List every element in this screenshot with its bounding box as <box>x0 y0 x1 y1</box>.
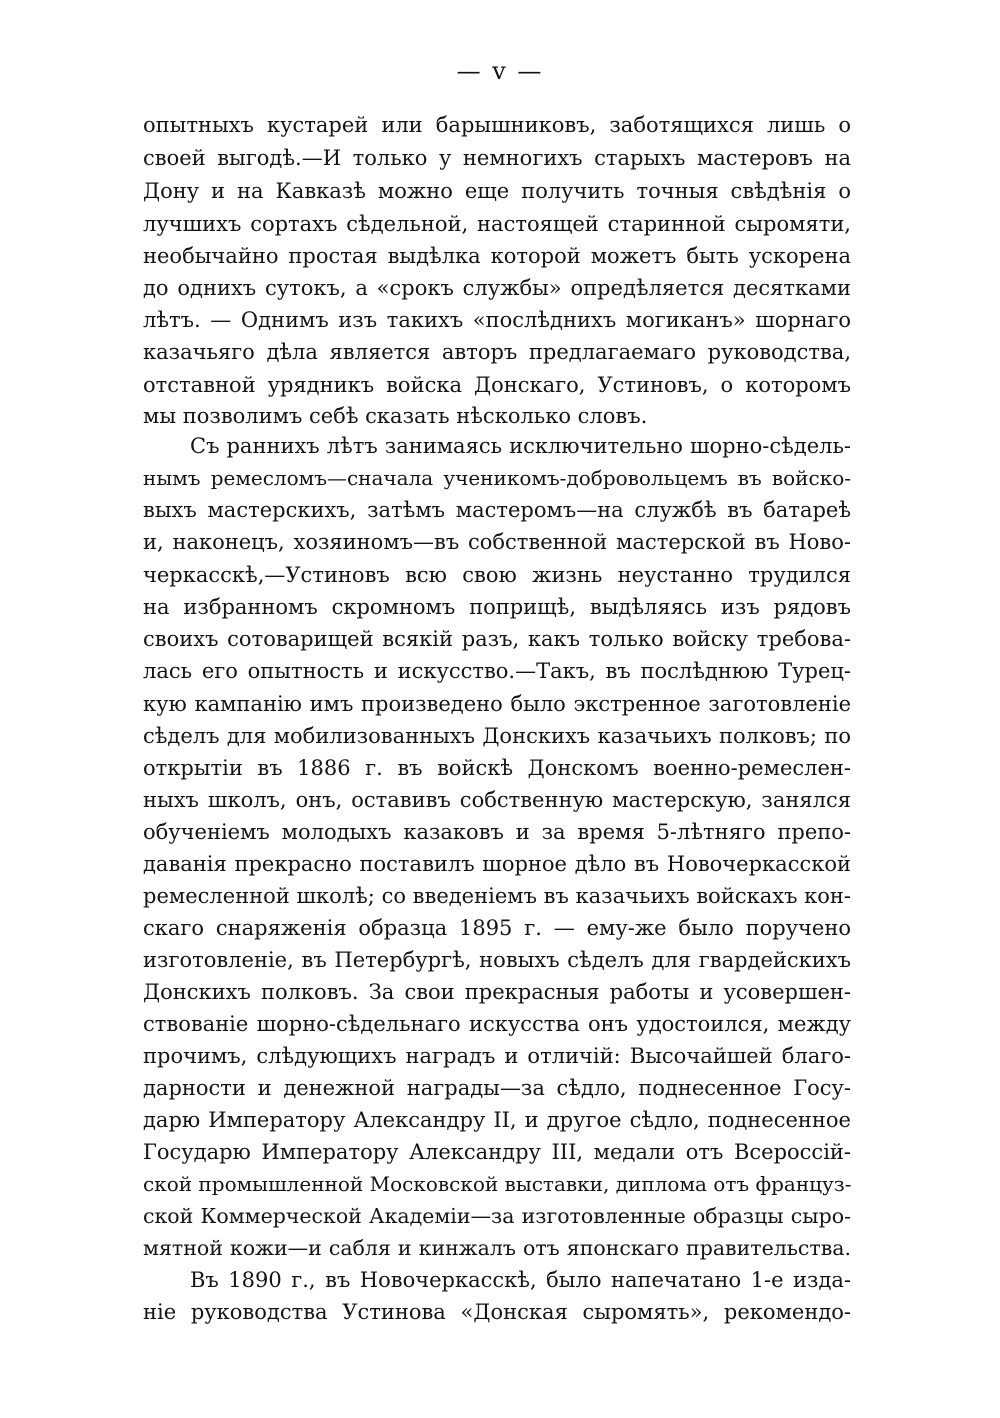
text-line: лѣтъ. — Однимъ изъ такихъ «послѣднихъ могиканъ» шорнаго <box>143 308 851 332</box>
text-line: даванія прекрасно поставилъ шорное дѣло въ Новочеркасской <box>143 852 851 876</box>
text-line: своихъ сотоварищей всякій разъ, какъ только войску требова- <box>143 627 851 651</box>
text-line: сѣделъ для мобилизованныхъ Донскихъ казачьихъ полковъ; по <box>143 724 851 748</box>
text-line: выхъ мастерскихъ, затѣмъ мастеромъ—на службѣ въ батареѣ <box>143 498 851 522</box>
paragraph-start-line: Съ раннихъ лѣтъ занимаясь исключительно шорно-сѣдель- <box>190 434 851 458</box>
text-line: опытныхъ кустарей или барышниковъ, заботящихся лишь о <box>143 113 851 137</box>
text-line: ской промышленной Московской выставки, диплома отъ француз- <box>143 1172 851 1196</box>
text-line: Государю Императору Александру III, медали отъ Всероссій- <box>143 1140 851 1164</box>
text-line: изготовленіе, въ Петербургѣ, новыхъ сѣделъ для гвардейскихъ <box>143 948 851 972</box>
text-line: скаго снаряженія образца 1895 г. — ему-же было поручено <box>143 916 851 940</box>
text-line: обученіемъ молодыхъ казаковъ и за время 5-лѣтняго препо- <box>143 820 851 844</box>
text-line: ствованіе шорно-сѣдельнаго искусства онъ удостоился, между <box>143 1012 851 1036</box>
text-line: открытіи въ 1886 г. въ войскѣ Донскомъ военно-ремеслен- <box>143 756 851 780</box>
text-line: ніе руководства Устинова «Донская сыромять», рекомендо- <box>143 1300 851 1324</box>
text-line: на избранномъ скромномъ поприщѣ, выдѣляясь изъ рядовъ <box>143 595 851 619</box>
text-line: нымъ ремесломъ—сначала ученикомъ-добровольцемъ въ войско- <box>143 466 851 490</box>
text-line: ремесленной школѣ; со введеніемъ въ казачьихъ войскахъ кон- <box>143 884 851 908</box>
text-line: Дону и на Кавказѣ можно еще получить точныя свѣдѣнія о <box>143 179 851 203</box>
text-line: и, наконецъ, хозяиномъ—въ собственной мастерской въ Ново- <box>143 530 851 554</box>
text-line: своей выгодѣ.—И только у немногихъ старыхъ мастеровъ на <box>143 146 851 170</box>
text-line: необычайно простая выдѣлка которой можетъ быть ускорена <box>143 244 851 268</box>
text-line: кую кампанію имъ произведено было экстренное заготовленіе <box>143 692 851 716</box>
text-line: мы позволимъ себѣ сказать нѣсколько словъ. <box>143 404 648 428</box>
text-line: дарю Императору Александру II, и другое сѣдло, поднесенное <box>143 1108 851 1132</box>
paragraph-start-line: Въ 1890 г., въ Новочеркасскѣ, было напечатано 1-е изда- <box>190 1268 851 1292</box>
text-line: казачьяго дѣла является авторъ предлагаемаго руководства, <box>143 340 851 364</box>
text-line: лучшихъ сортахъ сѣдельной, настоящей старинной сыромяти, <box>143 212 851 236</box>
text-line: ныхъ школъ, онъ, оставивъ собственную мастерскую, занялся <box>143 788 851 812</box>
text-line: лась его опытность и искусство.—Такъ, въ послѣднюю Турец- <box>143 659 851 683</box>
text-line: Донскихъ полковъ. За свои прекрасныя работы и усовершен- <box>143 980 851 1004</box>
text-line: до однихъ сутокъ, а «срокъ службы» опредѣляется десятками <box>143 276 851 300</box>
text-line: отставной урядникъ войска Донскаго, Устиновъ, о которомъ <box>143 373 851 397</box>
text-line: мятной кожи—и сабля и кинжалъ отъ японскаго правительства. <box>143 1236 851 1260</box>
text-line: ской Коммерческой Академіи—за изготовленные образцы сыро- <box>143 1204 851 1228</box>
text-line: черкасскѣ,—Устиновъ всю свою жизнь неустанно трудился <box>143 563 851 587</box>
text-line: дарности и денежной награды—за сѣдло, поднесенное Госу- <box>143 1076 851 1100</box>
page-number: — v — <box>456 57 544 85</box>
text-line: прочимъ, слѣдующихъ наградъ и отличій: Высочайшей благо- <box>143 1044 851 1068</box>
